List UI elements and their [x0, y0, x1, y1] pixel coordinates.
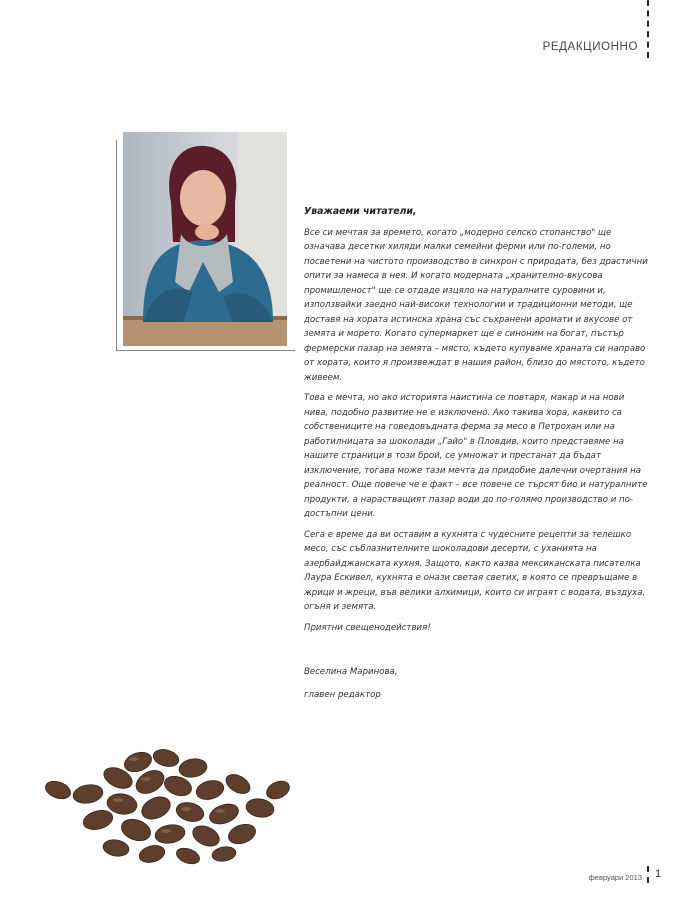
letter-paragraph: Все си мечтая за времето, когато „модерно селско стопанство" ще означава десетки хиляди малки семейни ферми или по-големи, но посветени на чистото производство в синхрон с природата, без драстични опити за намеса в нея. И когато модерната „хранително-вкусова промишленост" ще се отдаде изцяло на натуралните суровини и, използвайки заедно най-високи технологии и традиционни методи, ще доставя на хората истинска храна със съхранени аромати и вкусове от земята и морето. Когато супермаркет ще е синоним на богат, пъстър фермерски пазар на земята – място, където купуваме храната си направо от хората, които я произвеждат в нашия район, близо до мястото, където живеем.: [304, 227, 648, 383]
letter-paragraph: Това е мечта, но ако историята наистина се повтаря, макар и на нови нива, подобно развитие не е изключено. Ако такива хора, каквито са собствениците на говедовъдната ферма за месо в Петрохан или на работилницата за шоколади „Гайо" в Пловдив, които представяме на нашите страници в този брой, се умножат и престанат да бъдат изключение, тогава може тази мечта да придобие далечни очертания на реалност. Още повече че е факт – все повече се търсят био и натуралните продукти, а нарастващият пазар води до по-голямо производство и по-достъпни цени.: [304, 393, 648, 519]
top-divider: [647, 0, 649, 58]
section-title: РЕДАКЦИОННО: [542, 41, 638, 53]
letter-closing: Приятни свещенодействия!: [304, 622, 431, 633]
signature-name: Веселина Маринова,: [304, 667, 398, 677]
letter-greeting: Уважаеми читатели,: [304, 206, 417, 217]
page-number: 1: [655, 868, 662, 880]
footer-divider: [647, 866, 649, 883]
issue-date: февруари 2013: [588, 873, 642, 882]
letter-paragraph: Сега е време да ви оставим в кухнята с чудесните рецепти за телешко месо, със съблазнителните шоколадови десерти, с уханията на азербайджанската кухня. Защото, както казва мексиканската писателка Лаура Ескивел, кухнята е онази светая светих, в която се превръщаме в жрици и жреци, във велики алхимици, които си играят с водата, въздуха, огъня и земята.: [304, 529, 646, 612]
cocoa-beans-image: [28, 738, 303, 868]
portrait-photo: [123, 132, 287, 346]
signature-role: главен редактор: [304, 689, 381, 700]
editorial-letter: [304, 205, 650, 702]
